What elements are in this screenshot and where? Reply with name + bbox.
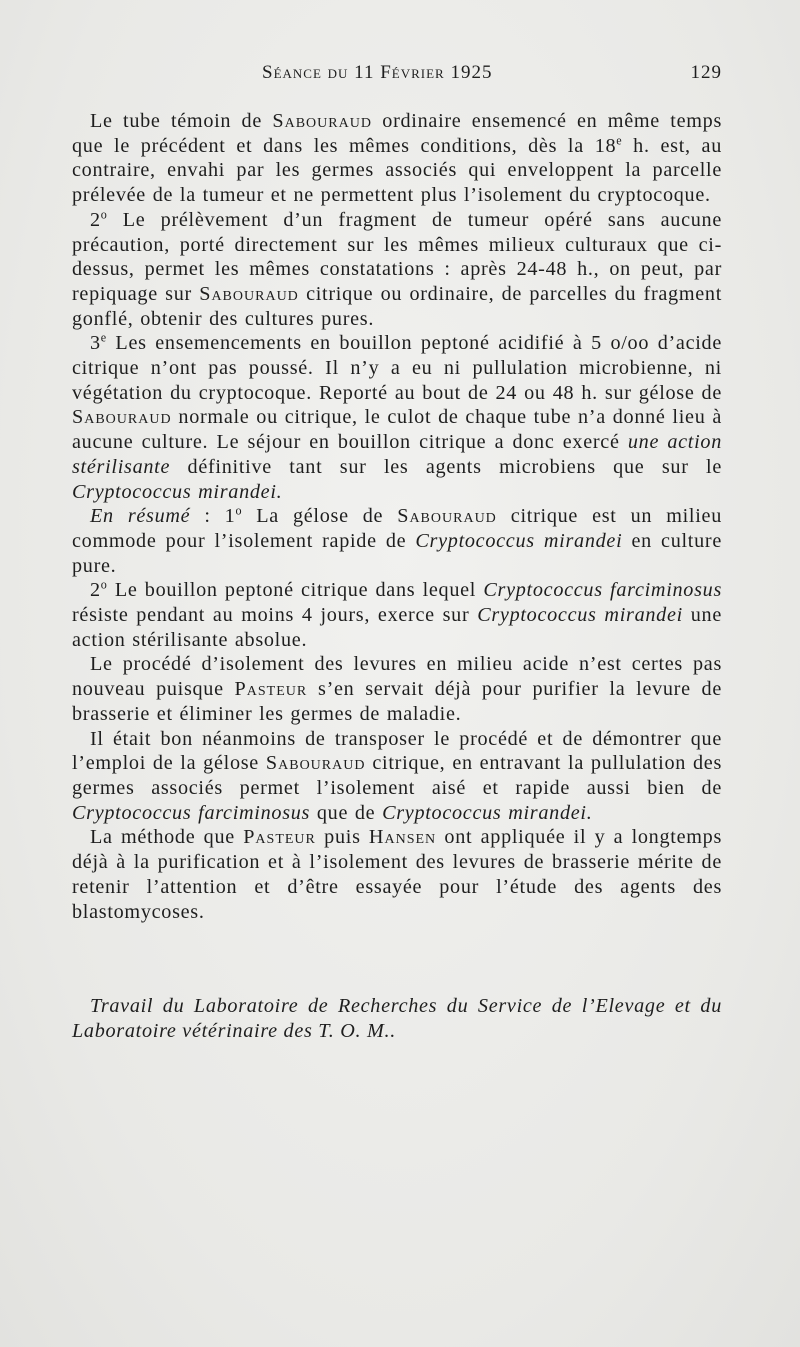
text-run: puis	[315, 826, 369, 849]
text-run: Le tube témoin de	[90, 110, 273, 132]
text-run: Il était bon néanmoins de transposer le procédé et de démontrer que l’emploi de la gélose	[72, 727, 722, 775]
text-run: : 1	[190, 505, 236, 528]
paragraph	[72, 578, 722, 652]
superscript: o	[100, 207, 108, 222]
author-name: Pasteur	[243, 826, 316, 849]
author-name: Sabouraud	[72, 406, 172, 429]
text-run: La gélose de	[242, 505, 398, 528]
italic-text: une action stérilisante	[72, 431, 723, 478]
body-text	[72, 109, 722, 924]
superscript: o	[100, 577, 108, 592]
paragraph	[72, 727, 722, 826]
paragraph	[72, 652, 722, 726]
text-run: 2	[90, 579, 101, 602]
text-run: s’en servait déjà pour purifier la levure de brasserie et éliminer les germes de maladie.	[72, 678, 722, 725]
species-name: Cryptococcus mirandei.	[72, 480, 283, 503]
paragraph	[72, 504, 722, 578]
text-run: La méthode que	[90, 826, 244, 849]
text-run: Les ensemencements en bouillon peptoné acidifié à 5 o/oo d’acide citrique n’ont pas poussé. Il n’y a eu ni pullulation microbienne, ni végétation du cryptocoque. Reporté au bout de 24 ou 48 h. sur gélose de	[72, 332, 722, 404]
text-run: Le procédé d’isolement des levures en milieu acide n’est certes pas nouveau puisque	[72, 653, 722, 701]
text-run: Le prélèvement d’un fragment de tumeur opéré sans aucune précaution, porté directement sur les mêmes milieux culturaux que ci-dessus, permet les mêmes constatations : après 24-48 h., on peut, par repiquage sur	[72, 208, 722, 305]
text-run: 2	[90, 208, 101, 231]
author-name: Hansen	[368, 826, 437, 849]
page-header	[72, 62, 722, 86]
text-run: ont appliquée il y a longtemps déjà à la purification et à l’isolement des levures de brasserie mérite de retenir l’attention et d’être essayée pour l’étude des agents des blastomycoses.	[72, 826, 722, 923]
text-run: citrique, en entravant la pullulation des germes associés permet l’isolement aisé et rapide aussi bien de	[72, 752, 723, 799]
species-name: Cryptococcus mirandei	[477, 604, 683, 627]
author-name: Sabouraud	[397, 505, 497, 528]
paragraph	[72, 109, 722, 208]
text-run: 3	[90, 332, 101, 355]
text-run: citrique est un milieu commode pour l’isolement rapide de	[72, 505, 722, 552]
text-run: citrique ou ordinaire, de parcelles du fragment gonflé, obtenir des cultures pures.	[72, 282, 722, 330]
laboratory-credit: Travail du Laboratoire de Recherches du Service de l’Elevage et du Laboratoire vétérinaire des T. O. M..	[72, 995, 722, 1042]
species-name: Cryptococcus farciminosus	[483, 579, 722, 602]
page-number: 129	[690, 62, 722, 83]
paragraph	[72, 208, 722, 332]
author-name: Sabouraud	[265, 752, 366, 775]
italic-text: En résumé	[90, 505, 191, 528]
text-run: que de	[310, 801, 383, 824]
text-run: ordinaire ensemencé en même temps que le précédent et dans les mêmes conditions, dès la 18	[72, 110, 723, 157]
species-name: Cryptococcus mirandei.	[382, 801, 593, 824]
text-run: Le bouillon peptoné citrique dans lequel	[107, 579, 484, 602]
author-name: Sabouraud	[272, 110, 372, 132]
running-head: Séance du 11 Février 1925	[262, 62, 493, 83]
paragraph	[72, 331, 722, 504]
author-name: Pasteur	[234, 678, 308, 701]
superscript: o	[235, 503, 243, 518]
text-run: h. est, au contraire, envahi par les germes associés qui enveloppent la parcelle prélevée de la tumeur et ne permettent plus l’isolement du cryptocoque.	[72, 134, 722, 207]
species-name: Cryptococcus farciminosus	[72, 801, 311, 824]
author-name: Sabouraud	[199, 282, 299, 305]
paragraph	[72, 825, 722, 924]
species-name: Cryptococcus mirandei	[415, 529, 623, 552]
text-run: résiste pendant au moins 4 jours, exerce sur	[72, 604, 478, 627]
superscript: e	[100, 330, 107, 345]
text-run: normale ou citrique, le culot de chaque tube n’a donné lieu à aucune culture. Le séjour en bouillon citrique a donc exercé	[72, 406, 722, 454]
superscript: e	[616, 132, 623, 147]
text-run: définitive tant sur les agents microbiens que sur le	[170, 455, 722, 478]
text-run: en culture pure.	[72, 529, 722, 577]
text-run: une action stérilisante absolue.	[72, 604, 722, 651]
